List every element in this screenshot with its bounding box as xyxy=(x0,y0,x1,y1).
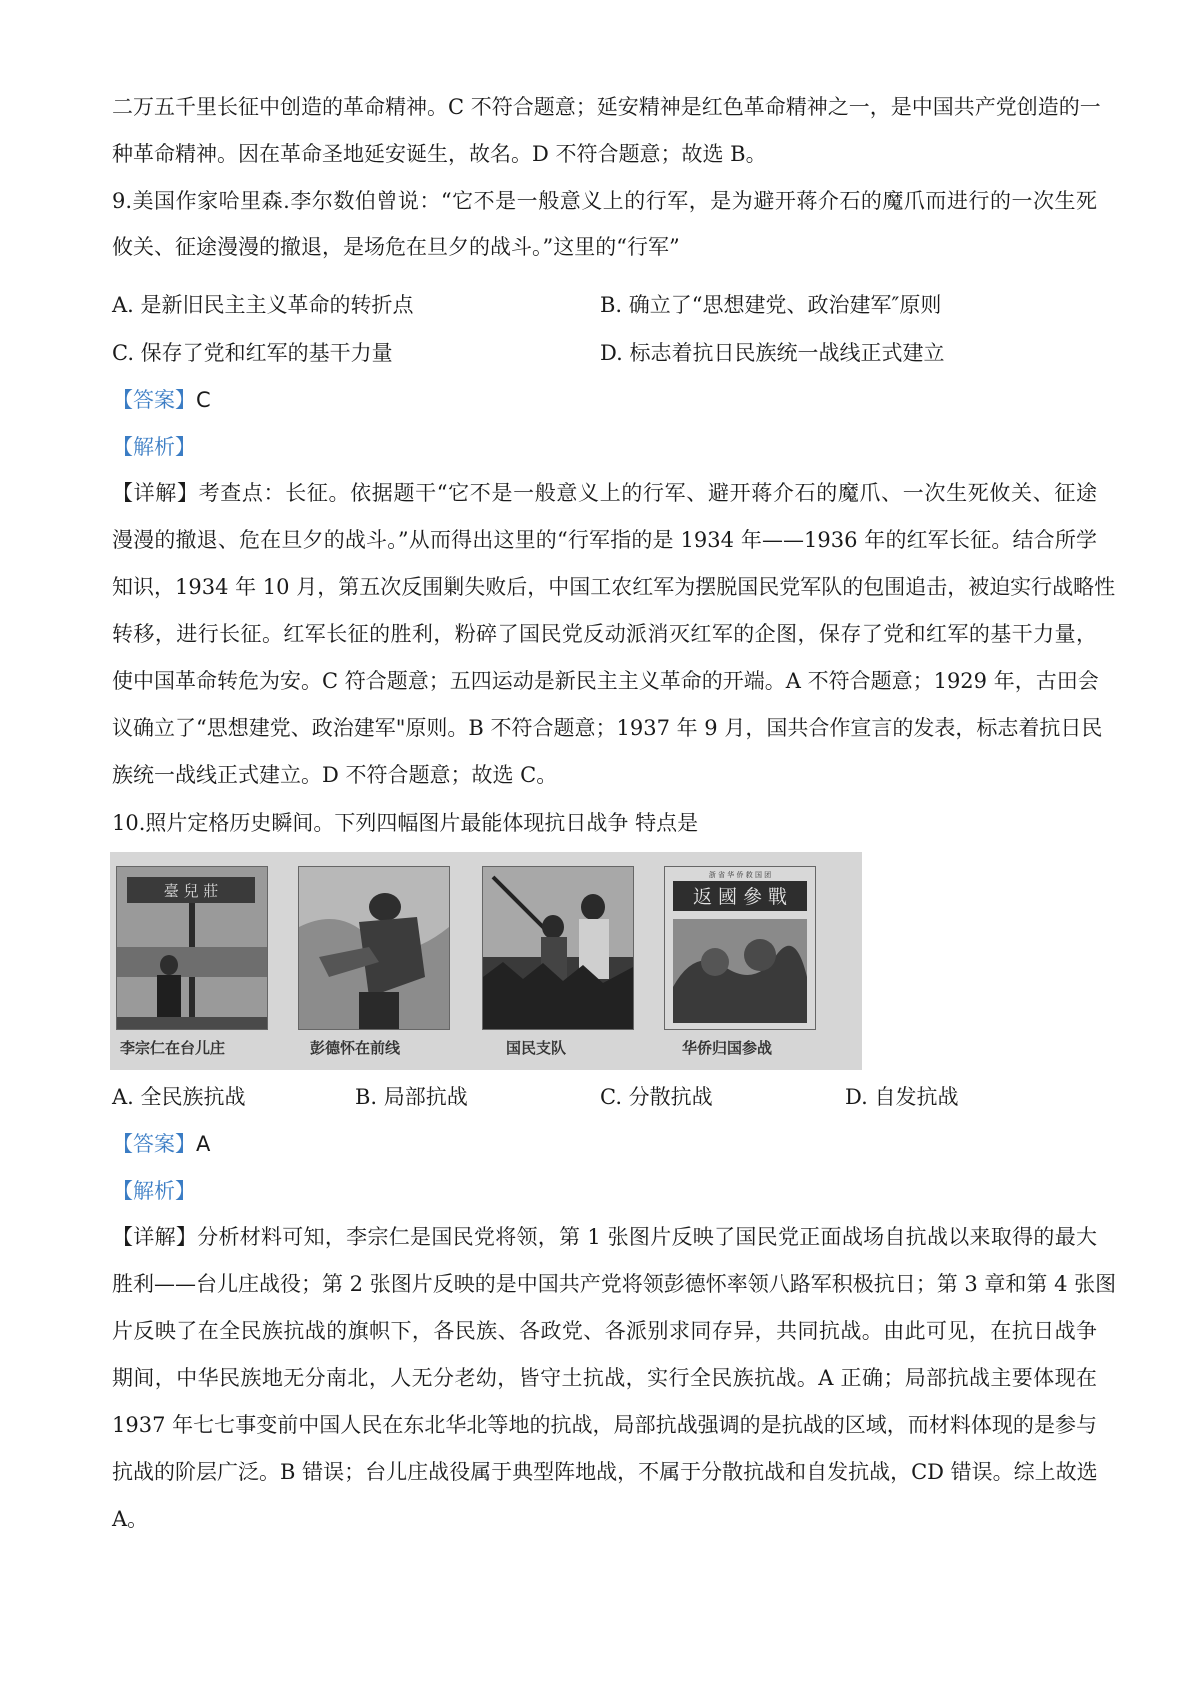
q10-detail-line: 1937 年七七事变前中国人民在东北华北等地的抗战，局部抗战强调的是抗战的区域，而材料体现的是参与 xyxy=(112,1413,1097,1437)
q9-detail-line: 转移，进行长征。红军长征的胜利，粉碎了国民党反动派消灭红军的企图，保存了党和红军的基干力量， xyxy=(112,622,1097,646)
q10-detail-line: 抗战的阶层广泛。B 错误；台儿庄战役属于典型阵地战，不属于分散抗战和自发抗战，CD 错误。综上故选 xyxy=(112,1460,1098,1484)
photo-caption: 国民支队 xyxy=(506,1039,567,1057)
q9-option-d: D. 标志着抗日民族统一战线正式建立 xyxy=(600,341,945,365)
photo-caption: 华侨归国参战 xyxy=(682,1039,773,1057)
photo-militia xyxy=(482,866,634,1030)
q10-option-d: D. 自发抗战 xyxy=(845,1085,959,1109)
q10-detail-line: 片反映了在全民族抗战的旗帜下，各民族、各政党、各派别求同存异，共同抗战。由此可见，在抗日战争 xyxy=(112,1319,1097,1343)
photo-caption: 彭德怀在前线 xyxy=(310,1039,401,1057)
q9-detail-line: 议确立了“思想建党、政治建军"原则。B 不符合题意；1937 年 9 月，国共合作宣言的发表，标志着抗日民 xyxy=(112,716,1103,740)
q10-analysis-label: 【解析】 xyxy=(112,1179,196,1203)
answer-label: 【答案】 xyxy=(112,388,196,412)
q10-option-b: B. 局部抗战 xyxy=(355,1085,468,1109)
q10-detail-line: 期间，中华民族地无分南北，人无分老幼，皆守土抗战，实行全民族抗战。A 正确；局部抗战主要体现在 xyxy=(112,1366,1097,1390)
q9-option-a: A. 是新旧民主主义革命的转折点 xyxy=(112,293,414,317)
q10-detail-line: 【详解】分析材料可知，李宗仁是国民党将领，第 1 张图片反映了国民党正面战场自抗战以来取得的最大 xyxy=(112,1225,1097,1249)
text-line: 二万五千里长征中创造的革命精神。C 不符合题意；延安精神是红色革命精神之一，是中国共产党创造的一 xyxy=(112,95,1101,119)
photo-sign-text: 臺 兒 莊 xyxy=(163,882,219,900)
question-9-stem: 攸关、征途漫漫的撤退，是场危在旦夕的战斗。”这里的“行军” xyxy=(112,235,680,259)
q10-answer xyxy=(112,1129,210,1159)
answer-label: 【答案】 xyxy=(112,1132,196,1156)
photo-banner-text: 返 國 參 戰 xyxy=(692,886,788,908)
q10-detail-line: 胜利——台儿庄战役；第 2 张图片反映的是中国共产党将领彭德怀率领八路军积极抗日；第 3 章和第 4 张图 xyxy=(112,1272,1117,1296)
text-line: 种革命精神。因在革命圣地延安诞生，故名。D 不符合题意；故选 B。 xyxy=(112,142,767,166)
q10-detail-line: A。 xyxy=(112,1507,149,1531)
photo-overseas-chinese xyxy=(664,866,816,1030)
question-10-stem: 10.照片定格历史瞬间。下列四幅图片最能体现抗日战争 特点是 xyxy=(112,811,699,835)
q9-detail-line: 使中国革命转危为安。C 符合题意；五四运动是新民主主义革命的开端。A 不符合题意；1929 年，古田会 xyxy=(112,669,1099,693)
q9-detail-line: 漫漫的撤退、危在旦夕的战斗。”从而得出这里的“行军指的是 1934 年——1936 年的红军长征。结合所学 xyxy=(112,528,1097,552)
q9-detail-line: 【详解】考查点：长征。依据题干“它不是一般意义上的行军、避开蒋介石的魔爪、一次生死攸关、征途 xyxy=(112,481,1097,505)
photo-caption: 李宗仁在台儿庄 xyxy=(120,1039,226,1057)
question-9-stem: 9.美国作家哈里森.李尔数伯曾说：“它不是一般意义上的行军，是为避开蒋介石的魔爪而进行的一次生死 xyxy=(112,189,1097,213)
q9-option-b: B. 确立了“思想建党、政治建军″原则 xyxy=(600,293,942,317)
photo-strip xyxy=(110,852,862,1070)
photo-peng-dehuai xyxy=(298,866,450,1030)
q10-option-a: A. 全民族抗战 xyxy=(112,1085,246,1109)
answer-value: A xyxy=(196,1132,211,1156)
q9-option-c: C. 保存了党和红军的基干力量 xyxy=(112,341,393,365)
q9-detail-line: 知识，1934 年 10 月，第五次反围剿失败后，中国工农红军为摆脱国民党军队的包围追击，被迫实行战略性 xyxy=(112,575,1116,599)
q9-detail-line: 族统一战线正式建立。D 不符合题意；故选 C。 xyxy=(112,763,558,787)
answer-value: C xyxy=(196,388,211,412)
q9-answer xyxy=(112,385,211,415)
q10-option-c: C. 分散抗战 xyxy=(600,1085,713,1109)
photo-li-zongren xyxy=(116,866,268,1030)
photo-small-heading: 浙 省 华 侨 救 国 团 xyxy=(708,871,772,879)
q9-analysis-label: 【解析】 xyxy=(112,435,196,459)
